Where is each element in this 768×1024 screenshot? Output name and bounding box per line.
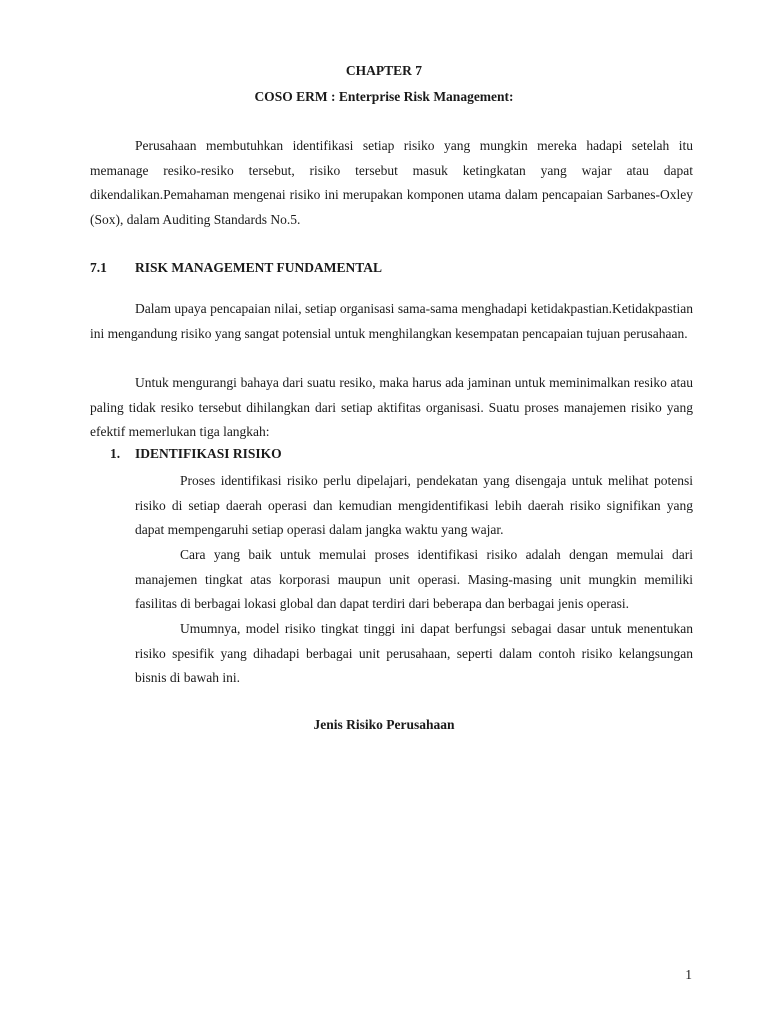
section-paragraph-2: Untuk mengurangi bahaya dari suatu resiko, maka harus ada jaminan untuk meminimalkan resiko atau paling tidak resiko tersebut dihilangkan dari setiap aktifitas organisasi. Suatu proses manajemen risiko yang efektif memerlukan tiga langkah: (90, 375, 693, 440)
list-item-number: 1. (110, 446, 121, 461)
list-item-paragraph-3: Umumnya, model risiko tingkat tinggi ini dapat berfungsi sebagai dasar untuk menentukan risiko spesifik yang dihadapi berbagai unit perusahaan, seperti dalam contoh risiko kelangsungan bisnis di bawah ini. (135, 621, 693, 686)
section-paragraph-1: Dalam upaya pencapaian nilai, setiap organisasi sama-sama menghadapi ketidakpastian.Ketidakpastian ini mengandung risiko yang sangat potensial untuk menghilangkan kesempatan pencapaian tujuan perusahaan. (90, 301, 693, 341)
intro-paragraph: Perusahaan membutuhkan identifikasi setiap risiko yang mungkin mereka hadapi setelah itu memanage resiko-resiko tersebut, risiko tersebut masuk ketingkatan yang wajar atau dapat dikendalikan.Pemahaman mengenai risiko ini merupakan komponen utama dalam pencapaian Sarbanes-Oxley (Sox), dalam Auditing Standards No.5. (90, 138, 693, 227)
list-item-paragraph-2: Cara yang baik untuk memulai proses identifikasi risiko adalah dengan memulai dari manajemen tingkat atas korporasi maupun unit operasi. Masing-masing unit mungkin memiliki fasilitas di berbagai lokasi global dan dapat terdiri dari beberapa dan berbagai jenis operasi. (135, 547, 693, 612)
chapter-title: COSO ERM : Enterprise Risk Management: (254, 89, 514, 104)
list-item-title: IDENTIFIKASI RISIKO (135, 446, 282, 461)
chapter-heading: CHAPTER 7 (345, 63, 423, 78)
section-number: 7.1 (90, 260, 107, 275)
section-title: RISK MANAGEMENT FUNDAMENTAL (135, 260, 383, 275)
figure-subtitle: Jenis Risiko Perusahaan (313, 717, 455, 732)
page-number: 1 (685, 967, 692, 982)
list-item-paragraph-1: Proses identifikasi risiko perlu dipelajari, pendekatan yang disengaja untuk melihat potensi risiko di setiap daerah operasi dan kemudian mengidentifikasi lebih daerah risiko signifikan yang dapat mempengaruhi setiap operasi dalam jangka waktu yang wajar. (135, 473, 693, 538)
